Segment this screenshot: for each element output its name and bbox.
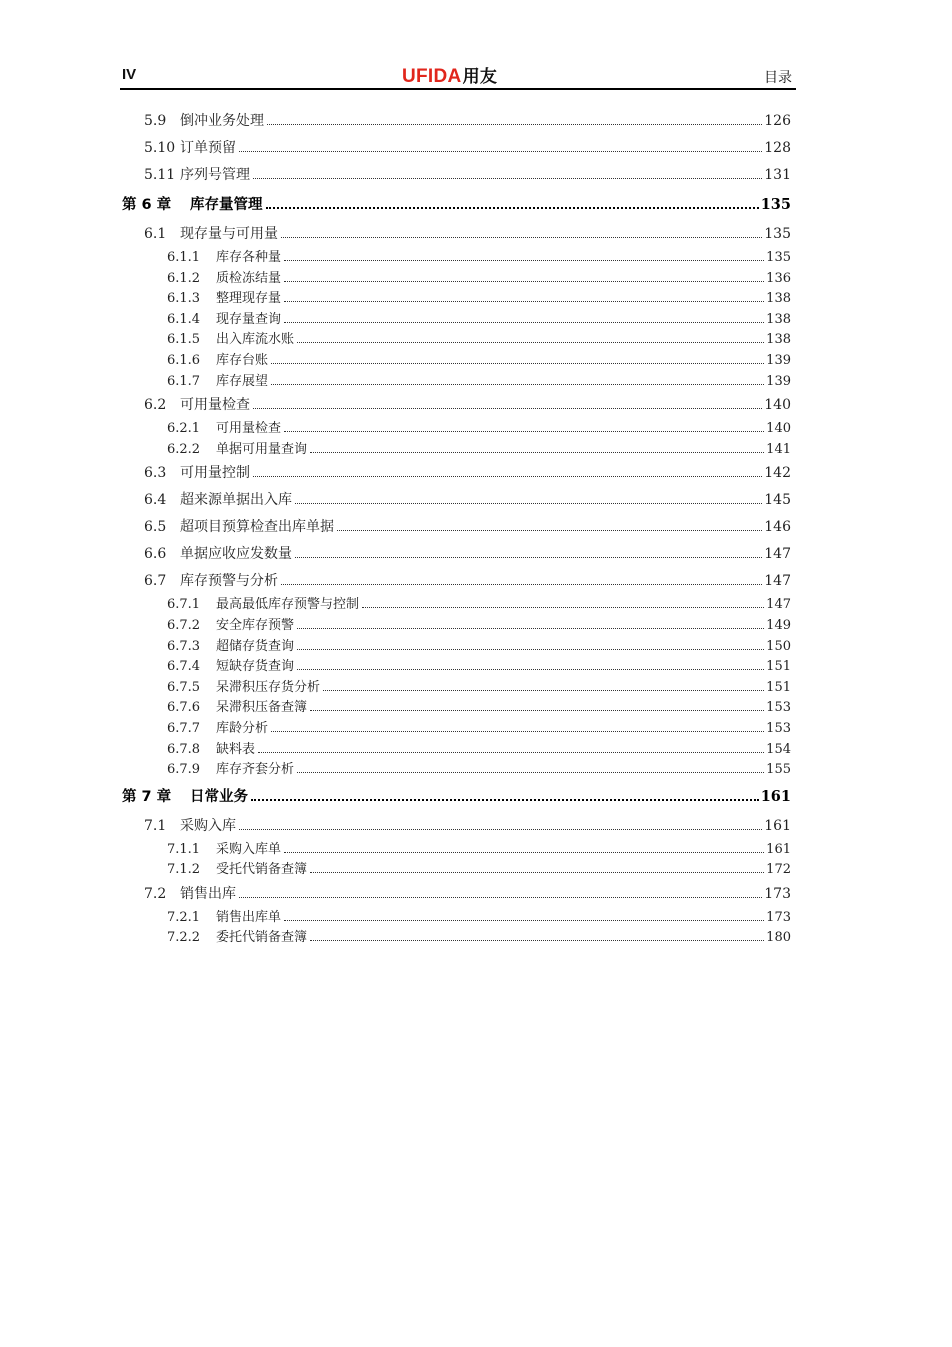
toc-section-entry[interactable] — [120, 162, 791, 189]
toc-entry-number: 5.11 — [144, 167, 176, 183]
toc-entry-number: 6.1.1 — [167, 250, 201, 265]
dot-leader — [239, 829, 762, 830]
toc-entry-page: 173 — [764, 885, 791, 902]
toc-entry-title: 单据应收应发数量 — [180, 546, 292, 563]
toc-entry-title: 销售出库 — [180, 885, 236, 902]
toc-entry-page: 142 — [764, 465, 791, 482]
page-header — [120, 60, 796, 90]
toc-subsection-entry[interactable] — [120, 908, 791, 929]
toc-subsection-entry[interactable] — [120, 928, 791, 949]
dot-leader — [297, 669, 764, 670]
toc-subsection-entry[interactable] — [120, 351, 791, 372]
toc-subsection-entry[interactable] — [120, 616, 791, 637]
toc-entry-page: 147 — [766, 597, 791, 613]
toc-subsection-entry[interactable] — [120, 698, 791, 719]
toc-entry-title: 日常业务 — [190, 788, 248, 805]
toc-entry-title: 可用量检查 — [216, 421, 282, 437]
dot-leader — [281, 584, 762, 585]
toc-entry-number: 6.3 — [144, 465, 167, 482]
dot-leader — [295, 557, 762, 558]
toc-entry-page: 153 — [766, 700, 791, 716]
dot-leader — [271, 363, 764, 364]
toc-entry-title: 委托代销备查簿 — [216, 930, 308, 946]
toc-entry-page: 147 — [764, 573, 791, 590]
dot-leader — [239, 151, 762, 152]
dot-leader — [271, 384, 764, 385]
toc-subsection-entry[interactable] — [120, 719, 791, 740]
dot-leader — [310, 872, 764, 873]
dot-leader — [310, 940, 764, 941]
toc-subsection-entry[interactable] — [120, 330, 791, 351]
toc-section-entry[interactable] — [120, 487, 791, 514]
toc-entry-title: 受托代销备查簿 — [216, 862, 308, 878]
toc-entry-number: 6.7 — [144, 573, 167, 590]
toc-entry-title: 出入库流水账 — [216, 332, 295, 348]
dot-leader — [281, 237, 762, 238]
toc-entry-page: 140 — [764, 397, 791, 414]
toc-entry-number: 6.7.7 — [167, 720, 201, 736]
toc-entry-number: 6.1.4 — [167, 311, 201, 327]
toc-entry-page: 150 — [766, 638, 791, 654]
toc-entry-title: 倒冲业务处理 — [180, 113, 264, 129]
toc-entry-page: 135 — [764, 226, 791, 242]
dot-leader — [251, 799, 759, 801]
toc-entry-title: 库存预警与分析 — [180, 573, 278, 590]
toc-section-entry[interactable] — [120, 135, 791, 162]
toc-entry-page: 147 — [764, 546, 791, 563]
toc-entry-number: 7.2.1 — [167, 909, 201, 925]
toc-entry-title: 质检冻结量 — [216, 270, 282, 286]
dot-leader — [337, 530, 762, 531]
dot-leader — [297, 649, 764, 650]
toc-entry-page: 149 — [766, 617, 791, 633]
toc-entry-page: 138 — [766, 291, 791, 307]
toc-entry-number: 6.7.1 — [167, 597, 201, 613]
dot-leader — [310, 452, 764, 453]
toc-entry-page: 139 — [766, 352, 791, 368]
toc-entry-page: 136 — [766, 270, 791, 286]
toc-entry-title: 现存量与可用量 — [180, 226, 278, 242]
toc-entry-title: 采购入库 — [180, 817, 236, 834]
toc-section-entry[interactable] — [120, 881, 791, 908]
toc-subsection-entry[interactable] — [120, 637, 791, 658]
toc-entry-title: 呆滞积压存货分析 — [216, 679, 321, 695]
toc-entry-page: 140 — [766, 421, 791, 437]
dot-leader — [297, 772, 764, 773]
toc-entry-number: 6.7.5 — [167, 679, 201, 695]
section-title: 目录 — [764, 70, 792, 86]
dot-leader — [323, 690, 764, 691]
toc-entry-number: 7.1 — [144, 817, 167, 834]
logo-brand-text: UFIDA — [402, 66, 462, 87]
toc-subsection-entry[interactable] — [120, 372, 791, 393]
toc-entry-page: 138 — [766, 332, 791, 348]
toc-subsection-entry[interactable] — [120, 248, 791, 269]
toc-entry-number: 6.7.6 — [167, 700, 201, 716]
toc-section-entry[interactable] — [120, 568, 791, 595]
dot-leader — [284, 431, 764, 432]
toc-entry-number: 6.4 — [144, 492, 167, 509]
toc-entry-title: 库存展望 — [216, 373, 269, 389]
dot-leader — [253, 178, 762, 179]
toc-subsection-entry[interactable] — [120, 840, 791, 861]
toc-entry-title: 订单预留 — [180, 140, 236, 156]
dot-leader — [258, 752, 764, 753]
toc-entry-title: 单据可用量查询 — [216, 441, 308, 457]
toc-subsection-entry[interactable] — [120, 440, 791, 461]
toc-subsection-entry[interactable] — [120, 289, 791, 310]
toc-entry-number: 7.1.1 — [167, 841, 201, 857]
toc-entry-number: 6.1.5 — [167, 332, 201, 348]
toc-entry-number: 6.2.2 — [167, 441, 201, 457]
toc-section-entry[interactable] — [120, 514, 791, 541]
toc-entry-title: 短缺存货查询 — [216, 659, 295, 675]
dot-leader — [310, 710, 764, 711]
dot-leader — [284, 852, 764, 853]
toc-section-entry[interactable] — [120, 541, 791, 568]
dot-leader — [266, 207, 759, 209]
toc-chapter-entry[interactable] — [120, 189, 791, 221]
toc-entry-page: 161 — [764, 817, 791, 834]
toc-entry-title: 超项目预算检查出库单据 — [180, 519, 334, 536]
toc-entry-title: 超储存货查询 — [216, 638, 295, 654]
toc-entry-page: 126 — [764, 113, 791, 129]
toc-entry-page: 155 — [766, 762, 791, 778]
dot-leader — [253, 408, 762, 409]
toc-entry-number: 6.2 — [144, 397, 167, 414]
toc-entry-number: 5.10 — [144, 140, 176, 156]
toc-entry-title: 采购入库单 — [216, 841, 282, 857]
toc-entry-number: 6.7.8 — [167, 741, 201, 757]
dot-leader — [267, 124, 762, 125]
dot-leader — [271, 731, 764, 732]
toc-entry-title: 超来源单据出入库 — [180, 492, 292, 509]
toc-entry-title: 缺料表 — [216, 741, 256, 757]
toc-entry-title: 可用量检查 — [180, 397, 250, 414]
dot-leader — [284, 260, 764, 261]
dot-leader — [253, 476, 762, 477]
toc-section-entry[interactable] — [120, 108, 791, 135]
toc-entry-page: 151 — [766, 679, 791, 695]
dot-leader — [284, 920, 764, 921]
toc-entry-number: 6.7.2 — [167, 617, 201, 633]
toc-entry-title: 库存齐套分析 — [216, 762, 295, 778]
ufida-logo — [402, 62, 497, 88]
toc-entry-number: 6.1.2 — [167, 270, 201, 286]
toc-entry-number: 6.7.4 — [167, 659, 201, 675]
toc-entry-page: 141 — [766, 441, 791, 457]
toc-entry-title: 安全库存预警 — [216, 617, 295, 633]
toc-entry-title: 序列号管理 — [180, 167, 250, 183]
toc-entry-title: 销售出库单 — [216, 909, 282, 925]
toc-entry-title: 库存台账 — [216, 352, 269, 368]
toc-subsection-entry[interactable] — [120, 760, 791, 781]
dot-leader — [284, 301, 764, 302]
toc-entry-page: 138 — [766, 311, 791, 327]
toc-entry-number: 5.9 — [144, 113, 167, 129]
toc-entry-title: 呆滞积压备查簿 — [216, 700, 308, 716]
toc-entry-page: 128 — [764, 140, 791, 156]
toc-entry-title: 整理现存量 — [216, 291, 282, 307]
toc-entry-page: 161 — [760, 787, 791, 805]
table-of-contents — [120, 108, 791, 949]
toc-entry-title: 现存量查询 — [216, 311, 282, 327]
toc-entry-number: 6.5 — [144, 519, 167, 536]
toc-subsection-entry[interactable] — [120, 269, 791, 290]
toc-subsection-entry[interactable] — [120, 740, 791, 761]
dot-leader — [362, 607, 764, 608]
toc-entry-title: 库存各种量 — [216, 250, 282, 265]
toc-entry-title: 可用量控制 — [180, 465, 250, 482]
toc-entry-page: 173 — [766, 909, 791, 925]
toc-entry-page: 153 — [766, 720, 791, 736]
toc-entry-page: 145 — [764, 492, 791, 509]
toc-entry-page: 180 — [766, 930, 791, 946]
toc-entry-page: 172 — [766, 862, 791, 878]
toc-entry-page: 135 — [766, 250, 791, 265]
toc-entry-page: 151 — [766, 659, 791, 675]
toc-entry-number: 7.2 — [144, 885, 167, 902]
toc-entry-number: 6.1.7 — [167, 373, 201, 389]
toc-section-entry[interactable] — [120, 221, 791, 248]
toc-entry-title: 库龄分析 — [216, 720, 269, 736]
toc-entry-number: 6.2.1 — [167, 421, 201, 437]
logo-chinese-text: 用友 — [462, 67, 498, 86]
toc-entry-number: 7.1.2 — [167, 862, 201, 878]
toc-entry-number: 6.1 — [144, 226, 167, 242]
toc-entry-number: 6.1.3 — [167, 291, 201, 307]
toc-subsection-entry[interactable] — [120, 419, 791, 440]
toc-entry-number: 6.6 — [144, 546, 167, 563]
toc-subsection-entry[interactable] — [120, 657, 791, 678]
toc-chapter-entry[interactable] — [120, 781, 791, 813]
toc-entry-number: 第 6 章 — [122, 197, 172, 213]
toc-section-entry[interactable] — [120, 813, 791, 840]
toc-entry-number: 6.1.6 — [167, 352, 201, 368]
dot-leader — [295, 503, 762, 504]
toc-entry-number: 7.2.2 — [167, 930, 201, 946]
toc-subsection-entry[interactable] — [120, 860, 791, 881]
dot-leader — [284, 322, 764, 323]
dot-leader — [239, 897, 762, 898]
toc-entry-page: 161 — [766, 841, 791, 857]
toc-entry-number: 6.7.3 — [167, 638, 201, 654]
page-number-roman: IV — [122, 66, 137, 83]
toc-subsection-entry[interactable] — [120, 310, 791, 331]
toc-entry-page: 146 — [764, 519, 791, 536]
toc-subsection-entry[interactable] — [120, 595, 791, 616]
toc-subsection-entry[interactable] — [120, 678, 791, 699]
toc-entry-page: 135 — [760, 196, 791, 213]
toc-entry-page: 139 — [766, 373, 791, 389]
toc-entry-number: 6.7.9 — [167, 762, 201, 778]
dot-leader — [297, 628, 764, 629]
toc-entry-page: 131 — [764, 167, 791, 183]
dot-leader — [284, 281, 764, 282]
toc-entry-title: 最高最低库存预警与控制 — [216, 597, 360, 613]
toc-entry-page: 154 — [766, 741, 791, 757]
toc-entry-number: 第 7 章 — [122, 788, 172, 805]
toc-entry-title: 库存量管理 — [190, 197, 263, 213]
dot-leader — [297, 342, 764, 343]
toc-section-entry[interactable] — [120, 392, 791, 419]
toc-section-entry[interactable] — [120, 460, 791, 487]
